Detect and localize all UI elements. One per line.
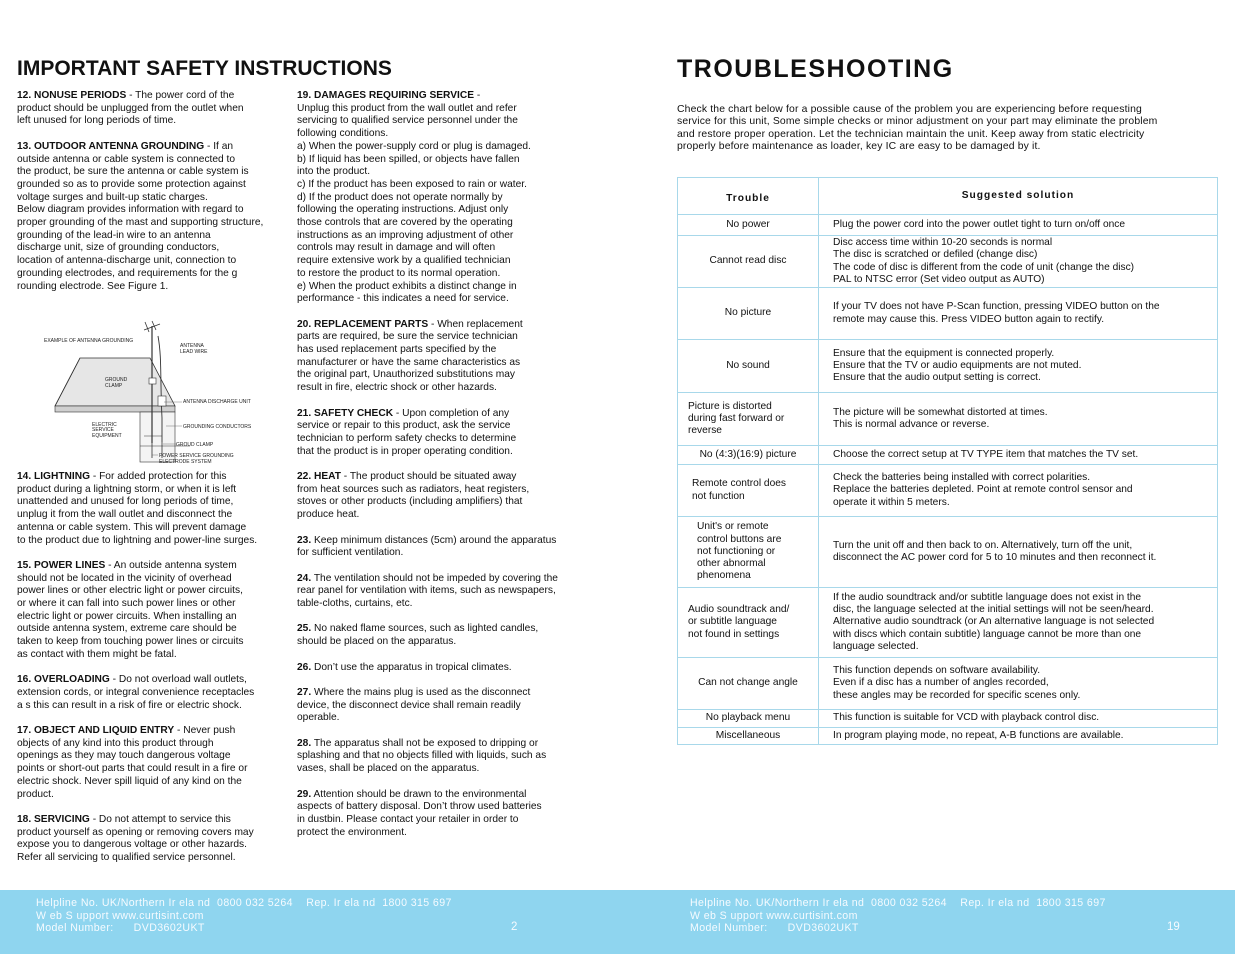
safety-item-20: 20. REPLACEMENT PARTS - When replacement parts are required, be sure the service technician has used replacement parts specified by the manufacturer or have the same characteristics as the original part, Unauthorized substitutions may result in fire, electric shock or other hazards.: [297, 318, 523, 394]
trouble-cell: Can not change angle: [678, 658, 819, 710]
solution-cell: If the audio soundtrack and/or subtitle language does not exist in the disc, the language selected at the initial settings will not be seen/heard. Alternative audio soundtrack (or An alternative language is not selected with discs which contain subtitle) language cannot be more than one language selected.: [819, 588, 1218, 658]
antenna-grounding-figure: [40, 318, 280, 468]
diagram-label-antenna: ANTENNA: [180, 343, 204, 349]
safety-column-1-bottom: [17, 471, 285, 877]
safety-item-23: 23. Keep minimum distances (5cm) around the apparatus for sufficient ventilation.: [297, 534, 557, 559]
diagram-label-grounding-conductors: GROUNDING CONDUCTORS: [183, 424, 252, 430]
diagram-label-electrode-system: ELECTRODE SYSTEM: [159, 459, 212, 465]
table-row: [678, 710, 1218, 728]
solution-cell: Disc access time within 10-20 seconds is normal The disc is scratched or defiled (change disc) The code of disc is different from the code of unit (change the disc) PAL to NTSC error (Set video output as AUTO): [819, 236, 1218, 288]
safety-item-15: 15. POWER LINES - An outside antenna system should not be located in the vicinity of overhead power lines or other electric light or power circuits, or where it can fall into such power lines or other electric light or power circuits. When installing an outside antenna system, extreme care should be taken to keep from touching power lines or circuits as contact with them might be fatal.: [17, 559, 244, 660]
solution-cell: Turn the unit off and then back to on. Alternatively, turn off the unit, disconnect the AC power cord for 5 to 10 minutes and then reconnect it.: [819, 517, 1218, 588]
trouble-cell: No (4:3)(16:9) picture: [678, 446, 819, 465]
troubleshooting-intro: Check the chart below for a possible cause of the problem you are experiencing before requesting service for this unit, Some simple checks or minor adjustment on your part may eliminate the problem and restore proper operation. Let the technician maintain the unit. Keep away from static electricity properly before maintenance as loader, key IC are easy to be damaged by it.: [677, 104, 1158, 152]
table-row: [678, 588, 1218, 658]
solution-cell: This function depends on software availability. Even if a disc has a number of angles recorded, these angles may be recorded for specific scenes only.: [819, 658, 1218, 710]
table-row: [678, 658, 1218, 710]
solution-cell: If your TV does not have P-Scan function, pressing VIDEO button on the remote may cause this. Press VIDEO button again to rectify.: [819, 288, 1218, 340]
safety-title: IMPORTANT SAFETY INSTRUCTIONS: [17, 57, 392, 80]
diagram-label-equipment: EQUIPMENT: [92, 433, 122, 439]
diagram-label-discharge-unit: ANTENNA DISCHARGE UNIT: [183, 399, 251, 405]
table-row: [678, 446, 1218, 465]
trouble-cell: No power: [678, 215, 819, 236]
right-page: [617, 0, 1235, 954]
safety-column-1-top: [17, 90, 285, 306]
safety-item-16: 16. OVERLOADING - Do not overload wall outlets, extension cords, or integral convenience receptacles a s this can result in a risk of fire or electric shock.: [17, 674, 255, 711]
safety-item-14: 14. LIGHTNING - For added protection for this product during a lightning storm, or when it is left unattended and unused for long periods of time, unplug it from the wall outlet and disconnect the antenna or cable system. This will prevent damage to the product due to lightning and power-line surges.: [17, 471, 258, 546]
table-row: [678, 393, 1218, 446]
table-row: [678, 340, 1218, 393]
header-trouble: Trouble: [678, 178, 819, 215]
solution-cell: This function is suitable for VCD with playback control disc.: [819, 710, 1218, 728]
header-solution: Suggested solution: [819, 178, 1218, 215]
safety-item-18: 18. SERVICING - Do not attempt to service this product yourself as opening or removing covers may expose you to dangerous voltage or other hazards. Refer all servicing to qualified service personnel.: [17, 813, 254, 864]
diagram-label-groud-clamp: GROUD CLAMP: [176, 442, 214, 448]
table-row: [678, 288, 1218, 340]
diagram-label-clamp: CLAMP: [105, 383, 123, 389]
trouble-cell: No playback menu: [678, 710, 819, 728]
footer-bar: [0, 890, 1235, 954]
troubleshooting-table: [677, 177, 1218, 745]
trouble-cell: Picture is distorted during fast forward or reverse: [678, 393, 819, 446]
page-number-left: 2: [511, 921, 518, 933]
solution-cell: In program playing mode, no repeat, A-B functions are available.: [819, 728, 1218, 745]
safety-item-17: 17. OBJECT AND LIQUID ENTRY - Never push objects of any kind into this product through openings as they may touch dangerous voltage points or short-out parts that could result in a fire or electric shock. Never spill liquid of any kind on the product.: [17, 725, 248, 800]
safety-item-27: 27. Where the mains plug is used as the disconnect device, the disconnect device shall remain readily operable.: [297, 686, 531, 724]
trouble-cell: No picture: [678, 288, 819, 340]
diagram-label-lead-wire: LEAD WIRE: [180, 349, 208, 355]
table-row: [678, 215, 1218, 236]
solution-cell: The picture will be somewhat distorted at times. This is normal advance or reverse.: [819, 393, 1218, 446]
antenna-grounding-diagram: [40, 318, 280, 468]
trouble-cell: Unit's or remote control buttons are not functioning or other abnormal phenomena: [678, 517, 819, 588]
safety-item-29: 29. Attention should be drawn to the environmental aspects of battery disposal. Don’t throw used batteries in dustbin. Please contact your retailer in order to protect the environment.: [297, 788, 542, 838]
table-row: [678, 517, 1218, 588]
diagram-title: EXAMPLE OF ANTENNA GROUNDING: [44, 338, 134, 344]
solution-cell: Choose the correct setup at TV TYPE item that matches the TV set.: [819, 446, 1218, 465]
solution-cell: Plug the power cord into the power outlet tight to turn on/off once: [819, 215, 1218, 236]
safety-item-28: 28. The apparatus shall not be exposed to dripping or splashing and that no objects filled with liquids, such as vases, shall be placed on the apparatus.: [297, 737, 547, 775]
page-number-right: 19: [1167, 921, 1180, 933]
left-page: [0, 0, 617, 954]
safety-item-19: 19. DAMAGES REQUIRING SERVICE - Unplug this product from the wall outlet and refer servicing to qualified service personnel under the following conditions. a) When the power-supply cord or plug is damaged. b) If liquid has been spilled, or objects have fallen into the product. c) If the product has been exposed to rain or water. d) If the product does not operate normally by following the operating instructions. Adjust only those controls that are covered by the operating instructions as an improving adjustment of other controls may result in damage and will often require extensive work by a qualified technician to restore the product to its normal operation. e) When the product exhibits a distinct change in performance - this indicates a need for service.: [297, 90, 531, 305]
trouble-cell: Cannot read disc: [678, 236, 819, 288]
solution-cell: Check the batteries being installed with correct polarities. Replace the batteries depleted. Point at remote control sensor and operate it within 5 meters.: [819, 465, 1218, 517]
footer-helpline-left: Helpline No. UK/Northern Ir ela nd 0800 032 5264 Rep. Ir ela nd 1800 315 697 W eb S upport www.curtisint.com Model Number: DVD3602UKT: [36, 897, 452, 934]
safety-item-26: 26. Don’t use the apparatus in tropical climates.: [297, 661, 512, 673]
trouble-cell: No sound: [678, 340, 819, 393]
safety-item-13: 13. OUTDOOR ANTENNA GROUNDING - If an outside antenna or cable system is connected to the product, be sure the antenna or cable system is grounded so as to provide some protection against voltage surges and built-up static charges. Below diagram provides information with regard to proper grounding of the mast and supporting structure, grounding of the lead-in wire to an antenna discharge unit, size of grounding conductors, location of antenna-discharge unit, connection to grounding electrodes, and requirements for the g rounding electrode. See Figure 1.: [17, 140, 264, 292]
safety-item-25: 25. No naked flame sources, such as lighted candles, should be placed on the apparatus.: [297, 623, 539, 648]
diagram-label-power-service: POWER SERVICE GROUNDING: [159, 453, 234, 459]
footer-helpline-right: Helpline No. UK/Northern Ir ela nd 0800 032 5264 Rep. Ir ela nd 1800 315 697 W eb S upport www.curtisint.com Model Number: DVD3602UKT: [690, 897, 1106, 934]
safety-item-21: 21. SAFETY CHECK - Upon completion of any service or repair to this product, ask the service technician to perform safety checks to determine that the product is in proper operating condition.: [297, 407, 517, 457]
table-row: [678, 728, 1218, 745]
solution-cell: Ensure that the equipment is connected properly. Ensure that the TV or audio equipments are not muted. Ensure that the audio output setting is correct.: [819, 340, 1218, 393]
trouble-cell: Remote control does not function: [678, 465, 819, 517]
safety-item-12: 12. NONUSE PERIODS - The power cord of the product should be unplugged from the outlet when left unused for long periods of time.: [17, 90, 244, 127]
diagram-label-ground: GROUND: [105, 377, 128, 383]
safety-item-22: 22. HEAT - The product should be situated away from heat sources such as radiators, heat registers, stoves or other products (including amplifiers) that produce heat.: [297, 471, 530, 521]
diagram-label-electric: ELECTRIC: [92, 422, 117, 428]
troubleshooting-title: TROUBLESHOOTING: [677, 55, 954, 83]
table-row: [678, 236, 1218, 288]
table-header-row: [678, 178, 1218, 215]
trouble-cell: Miscellaneous: [678, 728, 819, 745]
safety-column-2: [297, 90, 579, 852]
trouble-cell: Audio soundtrack and/ or subtitle language not found in settings: [678, 588, 819, 658]
table-row: [678, 465, 1218, 517]
safety-item-24: 24. The ventilation should not be impeded by covering the rear panel for ventilation with items, such as newspapers, table-cloths, curtains, etc.: [297, 572, 558, 610]
diagram-label-service: SERVICE: [92, 427, 114, 433]
